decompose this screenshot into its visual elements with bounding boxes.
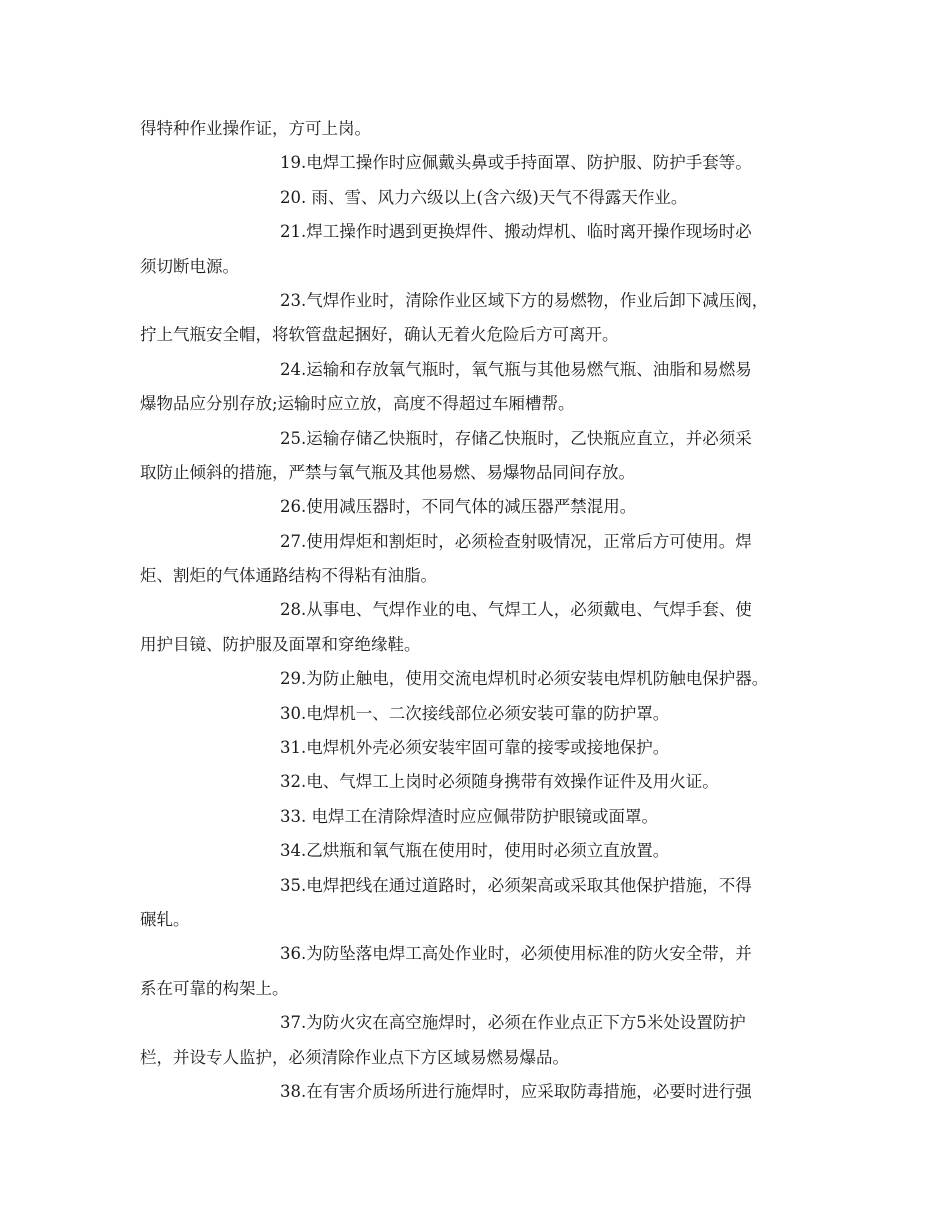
text-line: 炬、割炬的气体通路结构不得粘有油脂。 [140, 566, 437, 586]
text-line: 34.乙烘瓶和氧气瓶在使用时，使用时必须立直放置。 [280, 841, 670, 861]
text-line: 29.为防止触电，使用交流电焊机时必须安装电焊机防触电保护器。 [280, 669, 769, 689]
text-line: 37.为防火灾在高空施焊时，必须在作业点正下方5米处设置防护 [280, 1013, 746, 1033]
document-body [140, 112, 820, 1109]
text-line: 爆物品应分别存放;运输时应立放，高度不得超过车厢槽帮。 [140, 394, 575, 414]
text-line: 系在可靠的构架上。 [140, 978, 289, 998]
text-line: 取防止倾斜的措施，严禁与氧气瓶及其他易燃、易爆物品同间存放。 [140, 462, 635, 482]
text-line: 碾轧。 [140, 909, 190, 929]
text-line: 20. 雨、雪、风力六级以上(含六级)天气不得露天作业。 [280, 187, 688, 207]
text-line: 栏，并设专人监护，必须清除作业点下方区域易燃易爆品。 [140, 1047, 569, 1067]
text-line: 得特种作业操作证，方可上岗。 [140, 119, 371, 138]
text-line: 31.电焊机外壳必须安装牢固可靠的接零或接地保护。 [280, 738, 670, 758]
text-line: 30.电焊机一、二次接线部位必须安装可靠的防护罩。 [280, 703, 670, 723]
text-line: 用护目镜、防护服及面罩和穿绝缘鞋。 [140, 634, 421, 654]
text-line: 26.使用减压器时，不同气体的减压器严禁混用。 [280, 497, 637, 517]
text-line: 23.气焊作业时，清除作业区域下方的易燃物，作业后卸下减压阀， [280, 290, 769, 310]
text-line: 须切断电源。 [140, 256, 239, 276]
text-line: 38.在有害介质场所进行施焊时，应采取防毒措施，必要时进行强 [280, 1081, 752, 1101]
text-line: 27.使用焊炬和割炬时，必须检查射吸情况，正常后方可使用。焊 [280, 531, 752, 551]
text-line: 拧上气瓶安全帽，将软管盘起捆好，确认无着火危险后方可离开。 [140, 325, 619, 345]
text-line: 25.运输存储乙快瓶时，存储乙快瓶时，乙快瓶应直立，并必须采 [280, 428, 752, 448]
text-line: 28.从事电、气焊作业的电、气焊工人，必须戴电、气焊手套、使 [280, 600, 752, 620]
text-line: 19.电焊工操作时应佩戴头鼻或手持面罩、防护服、防护手套等。 [280, 153, 752, 173]
text-line: 35.电焊把线在通过道路时，必须架高或采取其他保护措施，不得 [280, 875, 752, 895]
text-line: 32.电、气焊工上岗时必须随身携带有效操作证件及用火证。 [280, 772, 719, 792]
text-line: 36.为防坠落电焊工高处作业时，必须使用标准的防火安全带，并 [280, 944, 752, 964]
text-line: 24.运输和存放氧气瓶时，氧气瓶与其他易燃气瓶、油脂和易燃易 [280, 359, 752, 379]
text-line: 21.焊工操作时遇到更换焊件、搬动焊机、临时离开操作现场时必 [280, 222, 752, 242]
text-line: 33. 电焊工在清除焊渣时应应佩带防护眼镜或面罩。 [280, 806, 658, 826]
